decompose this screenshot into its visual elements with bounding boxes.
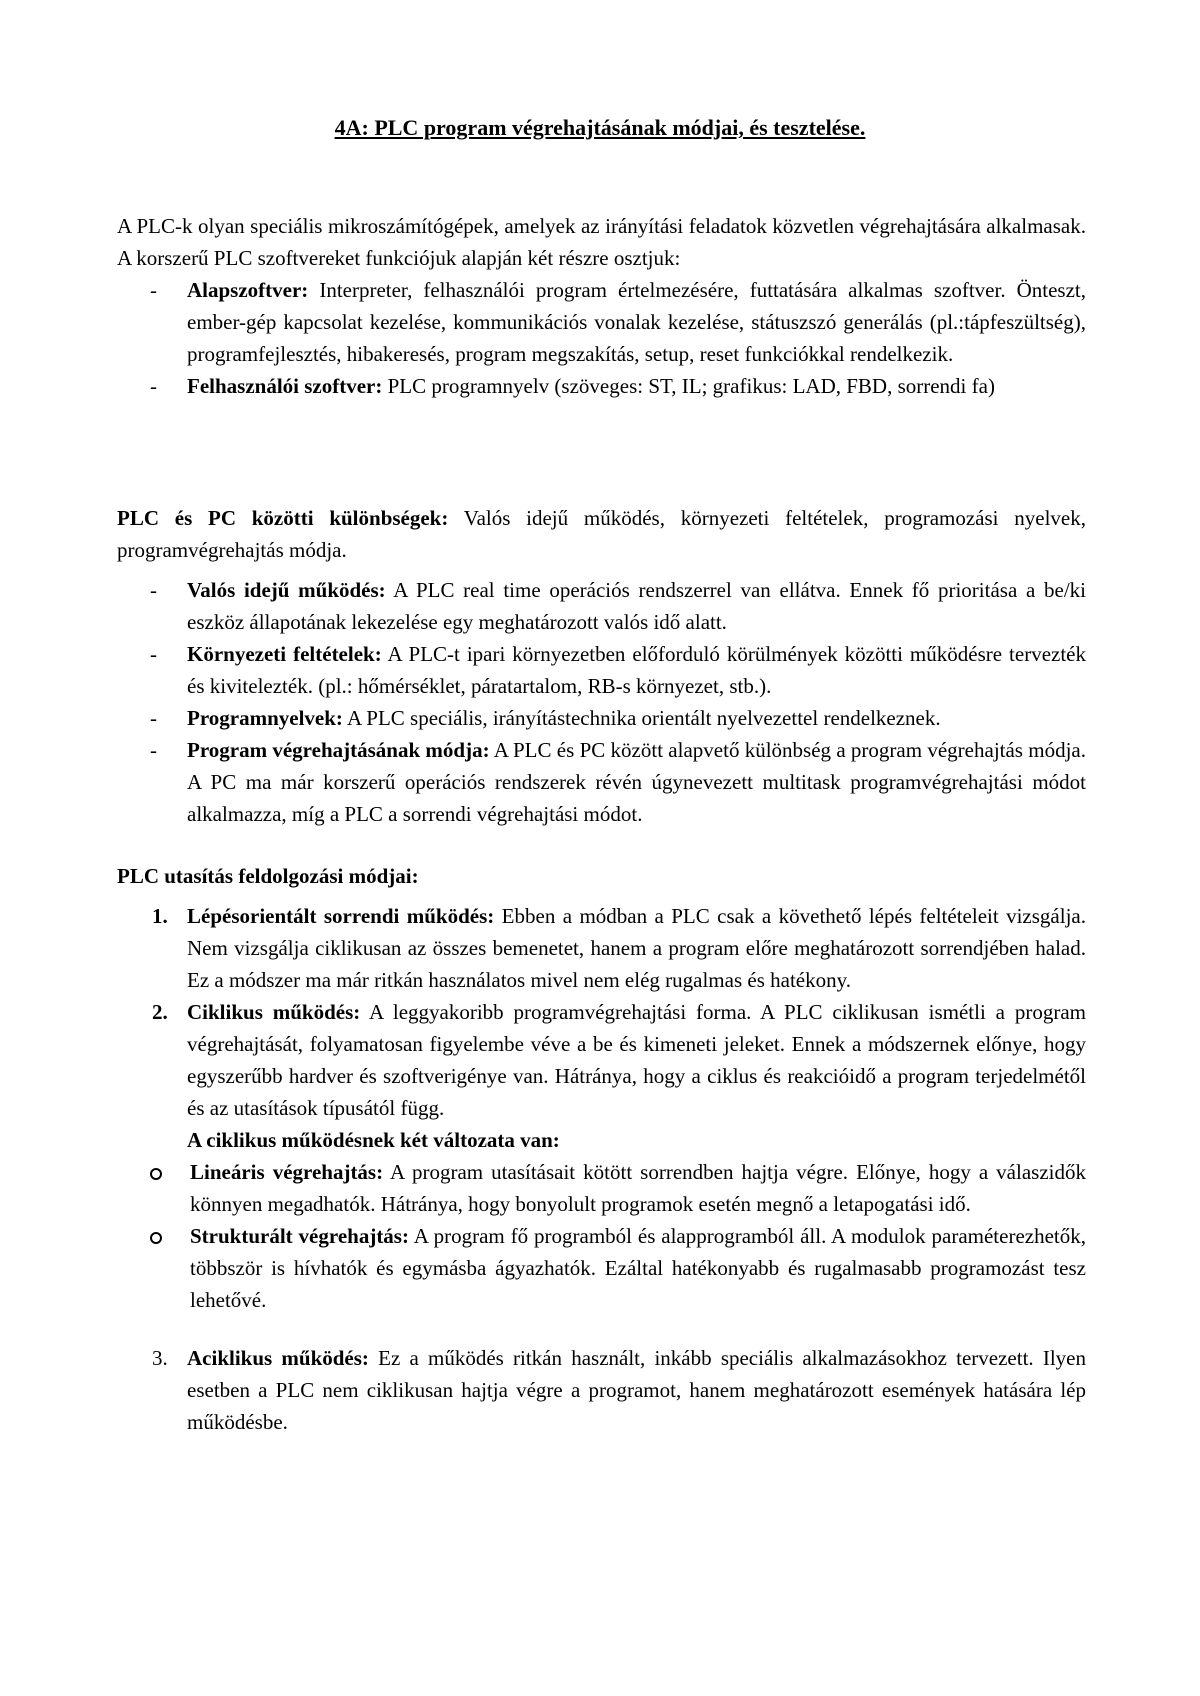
list-number: 3.: [152, 1346, 168, 1370]
term-label: Program végrehajtásának módja:: [187, 738, 490, 762]
differences-paragraph: [117, 502, 1086, 566]
dash-bullet: -: [150, 278, 157, 302]
term-label: Aciklikus működés:: [187, 1346, 369, 1370]
term-label: PLC és PC közötti különbségek:: [117, 506, 449, 530]
list-item: [117, 1342, 1086, 1438]
term-label: Programnyelvek:: [187, 706, 343, 730]
list-item: [117, 702, 1086, 734]
item-text: A program utasításait kötött sorrendben hajtja végre. Előnye, hogy a válaszidők könnyen megadhatók. Hátránya, hogy bonyolult programok esetén megnő a letapogatási idő.: [190, 1160, 1086, 1216]
subsection-heading: A ciklikus működésnek két változata van:: [187, 1128, 560, 1152]
dash-bullet: -: [150, 578, 157, 602]
list-item: [117, 274, 1086, 370]
list-item: [117, 574, 1086, 638]
item-text: A leggyakoribb programvégrehajtási forma. A PLC ciklikusan ismétli a program végrehajtását, folyamatosan figyelembe véve a be és kimeneti jeleket. Ennek a módszernek előnye, hogy egyszerűbb hardver és szoftverigénye van. Hátránya, hogy a ciklus és reakcióidő a program terjedelmétől és az utasítások típusától függ.: [187, 1000, 1086, 1120]
list-item: [117, 900, 1086, 996]
item-text: A PLC és PC között alapvető különbség a program végrehajtás módja. A PC ma már korszerű operációs rendszerek révén úgynevezett multitask programvégrehajtási módot alkalmazza, míg a PLC a sorrendi végrehajtási módot.: [187, 738, 1086, 826]
intro-paragraph: A PLC-k olyan speciális mikroszámítógépek, amelyek az irányítási feladatok közvetlen végrehajtására alkalmasak. A korszerű PLC szoftvereket funkciójuk alapján két részre osztjuk:: [117, 214, 1086, 270]
modes-list-continued: [117, 1342, 1086, 1438]
list-item: [117, 1220, 1086, 1316]
dash-bullet: -: [150, 642, 157, 666]
page-title: 4A: PLC program végrehajtásának módjai, és tesztelése.: [334, 115, 866, 140]
term-label: Lineáris végrehajtás:: [190, 1160, 384, 1184]
term-label: Alapszoftver:: [187, 278, 309, 302]
section-heading: PLC utasítás feldolgozási módjai:: [117, 864, 419, 888]
section-differences: [117, 502, 1086, 830]
list-item: [117, 996, 1086, 1124]
modes-list: [117, 900, 1086, 1124]
item-text: PLC programnyelv (szöveges: ST, IL; grafikus: LAD, FBD, sorrendi fa): [382, 374, 995, 398]
term-label: Környezeti feltételek:: [187, 642, 382, 666]
list-item: [117, 370, 1086, 402]
dash-bullet: -: [150, 706, 157, 730]
item-text: Ez a működés ritkán használt, inkább speciális alkalmazásokhoz tervezett. Ilyen esetben a PLC nem ciklikusan hajtja végre a programot, hanem meghatározott események hatására lép működésbe.: [187, 1346, 1087, 1434]
differences-list: [117, 574, 1086, 830]
item-text: Ebben a módban a PLC csak a követhető lépés feltételeit vizsgálja. Nem vizsgálja ciklikusan az összes bemenetet, hanem a program előre meghatározott sorrendjében halad. Ez a módszer ma már ritkán használatos mivel nem elég rugalmas és hatékony.: [187, 904, 1086, 992]
term-label: Felhasználói szoftver:: [187, 374, 383, 398]
list-item: [117, 734, 1086, 830]
item-text: A program fő programból és alapprogramból áll. A modulok paraméterezhetők, többször is hívhatók és egymásba ágyazhatók. Ezáltal hatékonyabb és rugalmasabb programozást tesz lehetővé.: [190, 1224, 1086, 1312]
term-label: Strukturált végrehajtás:: [190, 1224, 409, 1248]
list-number: 2.: [152, 1000, 168, 1024]
software-list: [117, 274, 1086, 402]
section-intro: [117, 210, 1086, 402]
item-text: A PLC real time operációs rendszerrel van ellátva. Ennek fő prioritása a be/ki eszköz állapotának lekezelése egy meghatározott valós idő alatt.: [187, 578, 1086, 634]
list-item: [117, 638, 1086, 702]
section-modes: [117, 860, 1086, 1438]
list-item: [117, 1156, 1086, 1220]
term-label: Lépésorientált sorrendi működés:: [187, 904, 495, 928]
item-text: A PLC-t ipari környezetben előforduló körülmények közötti működésre tervezték és kivitelezték. (pl.: hőmérséklet, páratartalom, RB-s környezet, stb.).: [187, 642, 1086, 698]
paragraph-text: Valós idejű működés, környezeti feltételek, programozási nyelvek, programvégrehajtás módja.: [117, 506, 1086, 562]
circle-bullet-icon: [150, 1232, 162, 1244]
item-text: Interpreter, felhasználói program értelmezésére, futtatására alkalmas szoftver. Önteszt, ember-gép kapcsolat kezelése, kommunikációs vonalak kezelése, státuszszó generálás (pl.:tápfeszültség), programfejlesztés, hibakeresés, program megszakítás, setup, reset funkciókkal rendelkezik.: [187, 278, 1086, 366]
list-number: 1.: [152, 904, 168, 928]
dash-bullet: -: [150, 738, 157, 762]
item-text: A PLC speciális, irányítástechnika orientált nyelvezettel rendelkeznek.: [342, 706, 941, 730]
term-label: Ciklikus működés:: [187, 1000, 361, 1024]
dash-bullet: -: [150, 374, 157, 398]
circle-bullet-icon: [150, 1168, 162, 1180]
term-label: Valós idejű működés:: [187, 578, 386, 602]
variants-list: [117, 1156, 1086, 1316]
